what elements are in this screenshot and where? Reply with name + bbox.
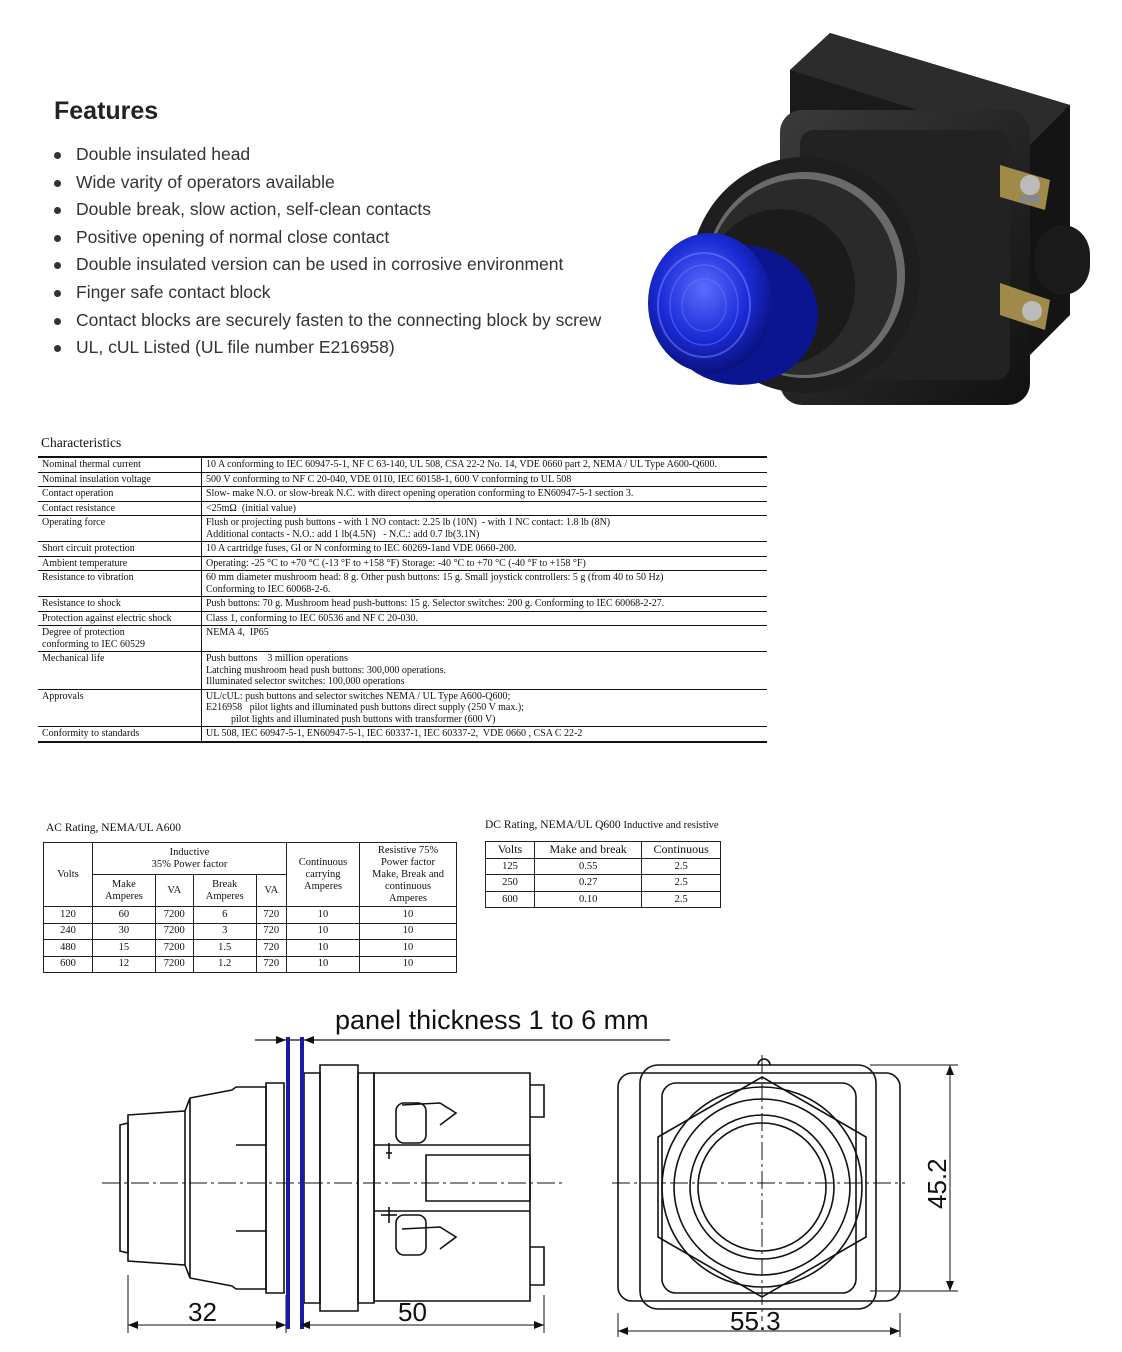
characteristic-value: <25mΩ (initial value) [202,501,768,516]
characteristic-label: Ambient temperature [38,556,202,571]
dc-header-continuous: Continuous [642,842,721,859]
dimension-55-3: 55.3 [730,1306,781,1336]
characteristic-label: Approvals [38,689,202,727]
ac-rating-cell: 15 [93,940,156,957]
dc-rating-cell: 0.10 [535,891,642,908]
characteristic-value: NEMA 4, IP65 [202,626,768,652]
ac-rating-cell: 7200 [155,923,193,940]
product-photo [640,25,1110,415]
dc-header-make-break: Make and break [535,842,642,859]
bullet-icon [54,318,61,325]
characteristic-row [38,542,767,557]
characteristic-label: Mechanical life [38,652,202,690]
feature-text: Double break, slow action, self-clean contacts [76,199,432,220]
characteristic-label: Nominal insulation voltage [38,472,202,487]
characteristic-row [38,501,767,516]
characteristic-value: 60 mm diameter mushroom head: 8 g. Other push buttons: 15 g. Small joystick controllers: 5 g (from 40 to 50 Hz) Conforming to IEC 60068-2-6. [202,571,768,597]
dc-rating-row [486,891,721,908]
bullet-icon [54,152,61,159]
characteristic-row [38,727,767,742]
characteristic-value: UL 508, IEC 60947-5-1, EN60947-5-1, IEC 60337-1, IEC 60337-2, VDE 0660 , CSA C 22-2 [202,727,768,742]
bullet-icon [54,207,61,214]
characteristic-row [38,597,767,612]
ac-header-resistive: Resistive 75% Power factor Make, Break and continuous Amperes [360,843,457,907]
bullet-icon [54,290,61,297]
bullet-icon [54,262,61,269]
feature-text: Wide varity of operators available [76,171,335,192]
characteristic-label: Conformity to standards [38,727,202,742]
ac-rating-row [44,940,457,957]
ac-rating-title: AC Rating, NEMA/UL A600 [46,822,182,834]
dc-header-volts: Volts [486,842,535,859]
characteristics-table [38,456,767,743]
feature-item [52,334,601,362]
characteristic-value: Push buttons 3 million operations Latching mushroom head push buttons: 300,000 operations. Illuminated selector switches: 100,000 operations [202,652,768,690]
feature-item [52,196,601,224]
dc-rating-cell: 250 [486,875,535,892]
dimension-50: 50 [398,1297,427,1327]
characteristic-value: Flush or projecting push buttons - with 1 NO contact: 2.25 lb (10N) - with 1 NC contact: 1.8 lb (8N) Additional contacts - N.O.: add 1 lb(4.5N) - N.C.: add 0.7 lb(3.1N) [202,516,768,542]
characteristic-label: Nominal thermal current [38,457,202,472]
dc-rating-title-text: DC Rating, NEMA/UL Q600 [485,819,621,831]
ac-rating-cell: 120 [44,907,93,924]
characteristic-row [38,689,767,727]
characteristic-value: Operating: -25 °C to +70 °C (-13 °F to +158 °F) Storage: -40 °C to +70 °C (-40 °F to +158 °F) [202,556,768,571]
front-view [618,1059,900,1309]
ac-header-continuous: Continuous carrying Amperes [287,843,360,907]
characteristic-value: 10 A cartridge fuses, GI or N conforming to IEC 60269-1and VDE 0660-200. [202,542,768,557]
characteristic-value: Slow- make N.O. or slow-break N.C. with direct opening operation conforming to EN60947-5-1 section 3. [202,487,768,502]
ac-rating-cell: 12 [93,956,156,973]
characteristic-label: Resistance to shock [38,597,202,612]
dc-rating-cell: 2.5 [642,891,721,908]
side-view [120,1065,544,1311]
ac-rating-cell: 10 [360,940,457,957]
ac-header-va2: VA [256,875,286,907]
characteristic-label: Degree of protection conforming to IEC 60529 [38,626,202,652]
feature-text: Double insulated version can be used in corrosive environment [76,254,564,275]
bullet-icon [54,180,61,187]
ac-rating-cell: 10 [287,907,360,924]
feature-text: UL, cUL Listed (UL file number E216958) [76,337,395,358]
ac-rating-row [44,907,457,924]
characteristic-row [38,571,767,597]
ac-rating-cell: 10 [287,923,360,940]
characteristic-label: Resistance to vibration [38,571,202,597]
ac-rating-cell: 7200 [155,956,193,973]
ac-rating-cell: 720 [256,923,286,940]
feature-item [52,307,601,335]
characteristic-label: Short circuit protection [38,542,202,557]
bullet-icon [54,235,61,242]
characteristic-row [38,611,767,626]
dc-rating-cell: 2.5 [642,858,721,875]
characteristic-value: UL/cUL: push buttons and selector switches NEMA / UL Type A600-Q600; E216958 pilot lights and illuminated push buttons direct supply (250 V max.); pilot lights and illuminated push buttons with transformer (600 V) [202,689,768,727]
characteristic-row [38,556,767,571]
feature-item [52,251,601,279]
ac-rating-cell: 10 [287,956,360,973]
characteristic-row [38,652,767,690]
ac-rating-cell: 1.2 [193,956,256,973]
ac-header-volts: Volts [44,843,93,907]
dc-rating-cell: 2.5 [642,875,721,892]
dc-rating-row [486,858,721,875]
ac-rating-cell: 7200 [155,940,193,957]
dc-rating-cell: 0.27 [535,875,642,892]
dc-rating-cell: 600 [486,891,535,908]
feature-text: Contact blocks are securely fasten to the connecting block by screw [76,309,602,330]
ac-rating-cell: 720 [256,907,286,924]
dc-rating-cell: 125 [486,858,535,875]
ac-rating-cell: 10 [360,956,457,973]
characteristic-label: Protection against electric shock [38,611,202,626]
ac-rating-cell: 6 [193,907,256,924]
characteristic-label: Contact resistance [38,501,202,516]
characteristic-value: Push buttons: 70 g. Mushroom head push-buttons: 15 g. Selector switches: 200 g. Conforming to IEC 60068-2-27. [202,597,768,612]
feature-text: Finger safe contact block [76,281,271,302]
dimension-45-2: 45.2 [922,1158,952,1209]
ac-rating-cell: 7200 [155,907,193,924]
ac-rating-cell: 480 [44,940,93,957]
ac-rating-cell: 60 [93,907,156,924]
characteristic-label: Contact operation [38,487,202,502]
dc-rating-cell: 0.55 [535,858,642,875]
characteristic-row [38,487,767,502]
ac-rating-cell: 10 [360,907,457,924]
characteristic-value: Class 1, conforming to IEC 60536 and NF C 20-030. [202,611,768,626]
dc-rating-subtitle: Inductive and resistive [623,820,719,831]
panel-thickness-label: panel thickness 1 to 6 mm [335,1005,649,1035]
dimension-32: 32 [188,1297,217,1327]
ac-rating-row [44,956,457,973]
ac-rating-table [43,842,457,973]
feature-item [52,224,601,252]
ac-rating-cell: 10 [360,923,457,940]
characteristic-value: 10 A conforming to IEC 60947-5-1, NF C 63-140, UL 508, CSA 22-2 No. 14, VDE 0660 part 2, NEMA / UL Type A600-Q600. [202,457,768,472]
ac-rating-cell: 1.5 [193,940,256,957]
characteristic-row [38,626,767,652]
feature-item [52,279,601,307]
ac-rating-cell: 30 [93,923,156,940]
feature-text: Double insulated head [76,144,251,164]
ac-header-va: VA [155,875,193,907]
bullet-icon [54,345,61,352]
characteristic-row [38,472,767,487]
ac-rating-cell: 3 [193,923,256,940]
ac-header-break: Break Amperes [193,875,256,907]
characteristic-label: Operating force [38,516,202,542]
ac-rating-row [44,923,457,940]
ac-rating-cell: 600 [44,956,93,973]
ac-rating-cell: 240 [44,923,93,940]
ac-rating-cell: 720 [256,956,286,973]
characteristic-row [38,516,767,542]
feature-text: Positive opening of normal close contact [76,226,390,247]
ac-rating-cell: 10 [287,940,360,957]
dimension-drawing [0,995,1122,1352]
feature-item [52,141,601,169]
ac-header-inductive: Inductive 35% Power factor [93,843,287,875]
characteristic-row [38,457,767,472]
dc-rating-table [485,841,721,908]
ac-header-make: Make Amperes [93,875,156,907]
characteristic-value: 500 V conforming to NF C 20-040, VDE 0110, IEC 60158-1, 600 V conforming to UL 508 [202,472,768,487]
feature-item [52,169,601,197]
dc-rating-row [486,875,721,892]
characteristics-title: Characteristics [41,435,122,450]
features-title: Features [54,97,159,125]
dc-rating-title [485,819,719,831]
ac-rating-cell: 720 [256,940,286,957]
features-list [52,141,601,362]
